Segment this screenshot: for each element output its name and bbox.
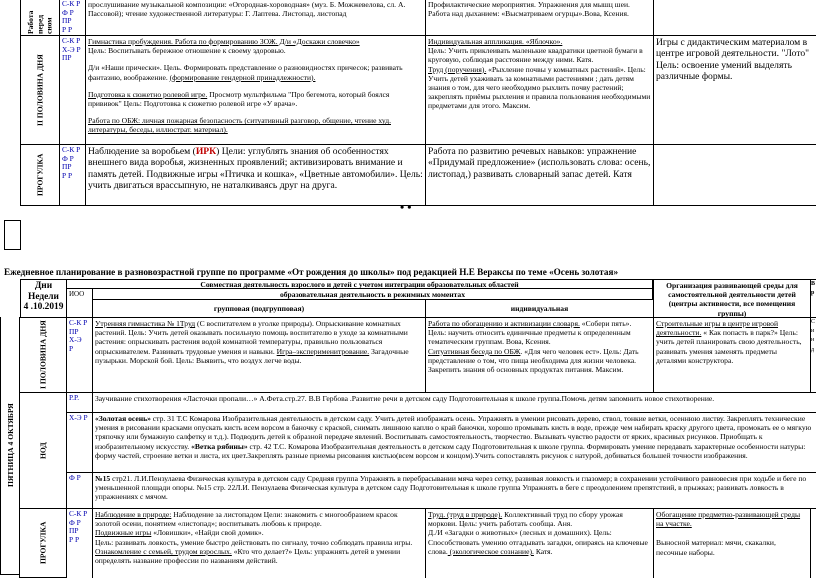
before-sleep-env-cell [653, 0, 816, 36]
walk-cut-cell [810, 508, 816, 578]
walk-env-cell-2: Обогащение предметно-развивающей среды на участке. Выносной материал: мячи, скакалки, песочные наборы. [653, 508, 811, 578]
header-ioo-cell: ИОО [66, 288, 93, 318]
codes-cell: Р.Р. [66, 392, 93, 413]
header-cut-cell: В р [810, 279, 816, 318]
section-label-half1: I ПОЛОВИНА ДНЯ [19, 317, 67, 393]
walk-individual-cell-2: Труд. (труд в природе). Коллективный труд по сбору урожая моркови. Цель: учить работать сообща. Аня. Д./И «Загадки о животных» (лесных и домашних). Цель: Способствовать умению отгадывать загадки, опираясь на ключевые слова. (экологическое сознание). Катя. [425, 508, 654, 578]
walk-group-cell: Наблюдение за воробьем (ИРК) Цели: углублять знания об особенностях внешнего вида воробья, жизненных проявлений; активизировать внимание и память детей. Подвижные игры «Птичка и кошка», «Цветные автомобили». Цель: учить двигаться врассыпную, не наталкиваясь друг на друга. [85, 144, 426, 206]
nod-speech-cell: Заучивание стихотворения «Ласточки пропали…» А.Фета.стр.27. В.В Гербова .Развитие речи в детском саду Подготовительная к школе группа.Помочь детям запомнить новое стихотворение. [92, 392, 816, 413]
header-joint-cell: Совместная деятельность взрослого и детей с учетом интеграции образовательных областей [66, 279, 653, 289]
day-label-cell: ПЯТНИЦА 4 ОКТЯБРЯ [0, 317, 20, 575]
page-break-dots: • • [400, 200, 412, 214]
section-label-nod: НОД [19, 392, 67, 509]
section-label-walk-2: ПРОГУЛКА [19, 508, 67, 578]
before-sleep-group-cell: прослушивание музыкальной композиции: «Огородная-хороводная» (муз. Б. Можжевелова, сл. А. Пассовой); чтение художественной литературы: Г. Лаптева. Листопад, листопад [85, 0, 426, 36]
section-label-before-sleep: Работа перед сном [20, 0, 60, 36]
walk-group-cell-2: Наблюдение в природе: Наблюдение за листопадом Цели: знакомить с многообразием красок золотой осени, понятием «листопад»; воспитывать любовь к природе. Подвижные игры «Ловишки», «Найди свой домик». Цель: развивать ловкость, умение быстро действовать по сигналу, точно соблюдать правила игры. Ознакомление с семьей, трудом взрослых. «Кто что делает?» Цель: упражнять детей в умении определять название профессии по названиям действий. [92, 508, 426, 578]
codes-cell: С-К Р ПР Х-Э Р [66, 317, 93, 393]
half1-individual-cell: Работа по обогащению и активизации словаря. «Собери пять». Цель: научить относить единичные предметы к определенным тематическим группам. Вова, Ксения. Ситуативная беседа по ОБЖ. «Для чего человек ест». Цель: Дать представление о том, что пища необходима для жизни человека. Закрепить знания об основных продуктах питания. Максим. [425, 317, 654, 393]
codes-cell: Х-Э Р [66, 412, 93, 473]
nod-physical-cell: №15 стр21. Л.И.Пензулаева Физическая культура в детском саду Средняя группа Упражнять в перебрасывании мяча через сетку, развивая ловкость и глазомер; в сохранении устойчивого равновесия при ходьбе и беге по уменьшенной площади опоры. №15 стр. 22Л.И. Пензулаева Физическая культура в детском саду Подготовительная к школе группа Упражнять в беге с преодолением препятствий, в прыжках; развивать ловкость в упражнениях с мячом. [92, 472, 816, 509]
header-env-cell: Организация развивающей среды для самостоятельной деятельности детей (центры активности, все помещения группы) [653, 279, 811, 318]
codes-cell: С-К Р Ф Р ПР Р Р [59, 144, 86, 206]
half2-env-cell: Игры с дидактическим материалом в центре игровой деятельности. "Лото" Цель: освоение умений выделять различные формы. [653, 35, 816, 145]
half1-env-cell: Строительные игры в центре игровой деятельности. « Как попасть в парк?» Цель: учить детей планировать свою деятельность, развивать умения заменять предметы деталями конструктора. [653, 317, 811, 393]
codes-cell: Ф Р [66, 472, 93, 509]
header-edu-cell: образовательная деятельность в режимных моментах [92, 288, 653, 300]
section-label-walk: ПРОГУЛКА [20, 144, 60, 206]
margin-box [4, 220, 21, 250]
codes-cell: С-К Р Ф Р ПР Р Р [66, 508, 93, 578]
half1-group-cell: Утренняя гимнастика № 1Труд (С воспитателем в уголке природы). Опрыскивание комнатных растений. Цель: Учить детей оказывать посильную помощь воспитателю в уходе за комнатными растения: опрыскивать растения водой комнатной температуры, правильно пользоваться опрыскивателем. Развивать трудовые умения и навыки. Игра–эксперименитрование. Загадочные пузырьки. Морской бой. Цель: Выявить, что воздух легче воды. [92, 317, 426, 393]
half1-cut-cell: С и н д [810, 317, 816, 393]
codes-cell: С-К Р Ф Р ПР Р Р [59, 0, 86, 36]
half2-individual-cell: Индивидуальная аппликация. «Яблочко». Цель: Учить приклеивать маленькие квадратики цветной бумаги в круговую, соблюдая расстояние между ними. Катя. Труд (поручения). «Рыхление почвы у комнатных растений». Цель: Учить детей ухаживать за комнатными растениями ; дать детям знания о том, для чего необходимо рыхлить почву растений; закреплять приёмы рыхления и правила пользования необходимыми предметами для этого. Максим. [425, 35, 654, 145]
half2-group-cell: Гимнастика пробуждения. Работа по формированию ЗОЖ. Д/и «Доскажи словечко» Цель: Воспитывать бережное отношение к своему здоровью. Д/и «Наши прически». Цель. Формировать представление о разновидностях причесок; развивать фантазию, воображение. (формирование гендерной принадлежности). Подготовка к сюжетно ролевой игре. Просмотр мультфильма "Про бегемота, который боялся прививок" Цель: Подготовка к сюжетно ролевой игре «У врача». Работа по ОБЖ: личная пожарная безопасность (ситуативный разговор, общение, чтение худ. литературы, беседы, иллюстрат. материал). [85, 35, 426, 145]
codes-cell: С-К Р Х-Э Р ПР [59, 35, 86, 145]
header-group-cell: групповая (подгрупповая) [92, 299, 426, 318]
walk-env-cell [653, 144, 816, 206]
walk-individual-cell: Работа по развитию речевых навыков: упражнение «Придумай предложение» (использовать слова: осень, листопад,) развивать словарный запас детей. Катя [425, 144, 654, 206]
header-individual-cell: индивидуальная [425, 299, 654, 318]
section-label-half2: II ПОЛОВИНА ДНЯ [20, 35, 60, 145]
page-title: Ежедневное планирование в разновозрастной группе по программе «От рождения до школы» под редакцией Н.Е Вераксы по теме «Осень золотая» [4, 267, 619, 277]
nod-art-cell: «Золотая осень» стр. 31 Т.С Комарова Изобразительная деятельность в детском саду. Учить детей изображать осень. Упражнять в умении рисовать дерево, ствол, тонкие ветки, осеннюю листву. Закреплять технические умения в рисовании красками опускать кисть всем ворсом в баночку с краской, снимать лишнюю каплю о край баночки, хорошо промывать кисть в воде, прежде чем набирать краску другого цвета, промокать ее о мягкую тряпочку или бумажную салфетку и т.д.). Подводить детей к образной передаче явлений. Воспитывать самостоятельность, творчество. Вызывать чувство радости от ярких, красивых рисунков. Приобщать к изобразительному искусству. «Ветка рябины» стр. 42 Т.С. Комарова Изобразительная деятельность в детском саду Подготовительная к школе группа. Формировать умение передавать характерные особенности натуры: форму частей, строение ветки и листа, их цвет.Закреплять разные приемы рисования кистью(всем ворсом и концом).Учить сопоставлять рисунок с натурой, добиваться большей точности изображения. [92, 412, 816, 473]
before-sleep-individual-cell: Профилактические мероприятия. Упражнения для мышц шеи. Работа над дыханием: «Высматриваем огурцы».Вова, Ксения. [425, 0, 654, 36]
header-days-cell: Дни Недели 4 .10.2019 [20, 279, 67, 318]
